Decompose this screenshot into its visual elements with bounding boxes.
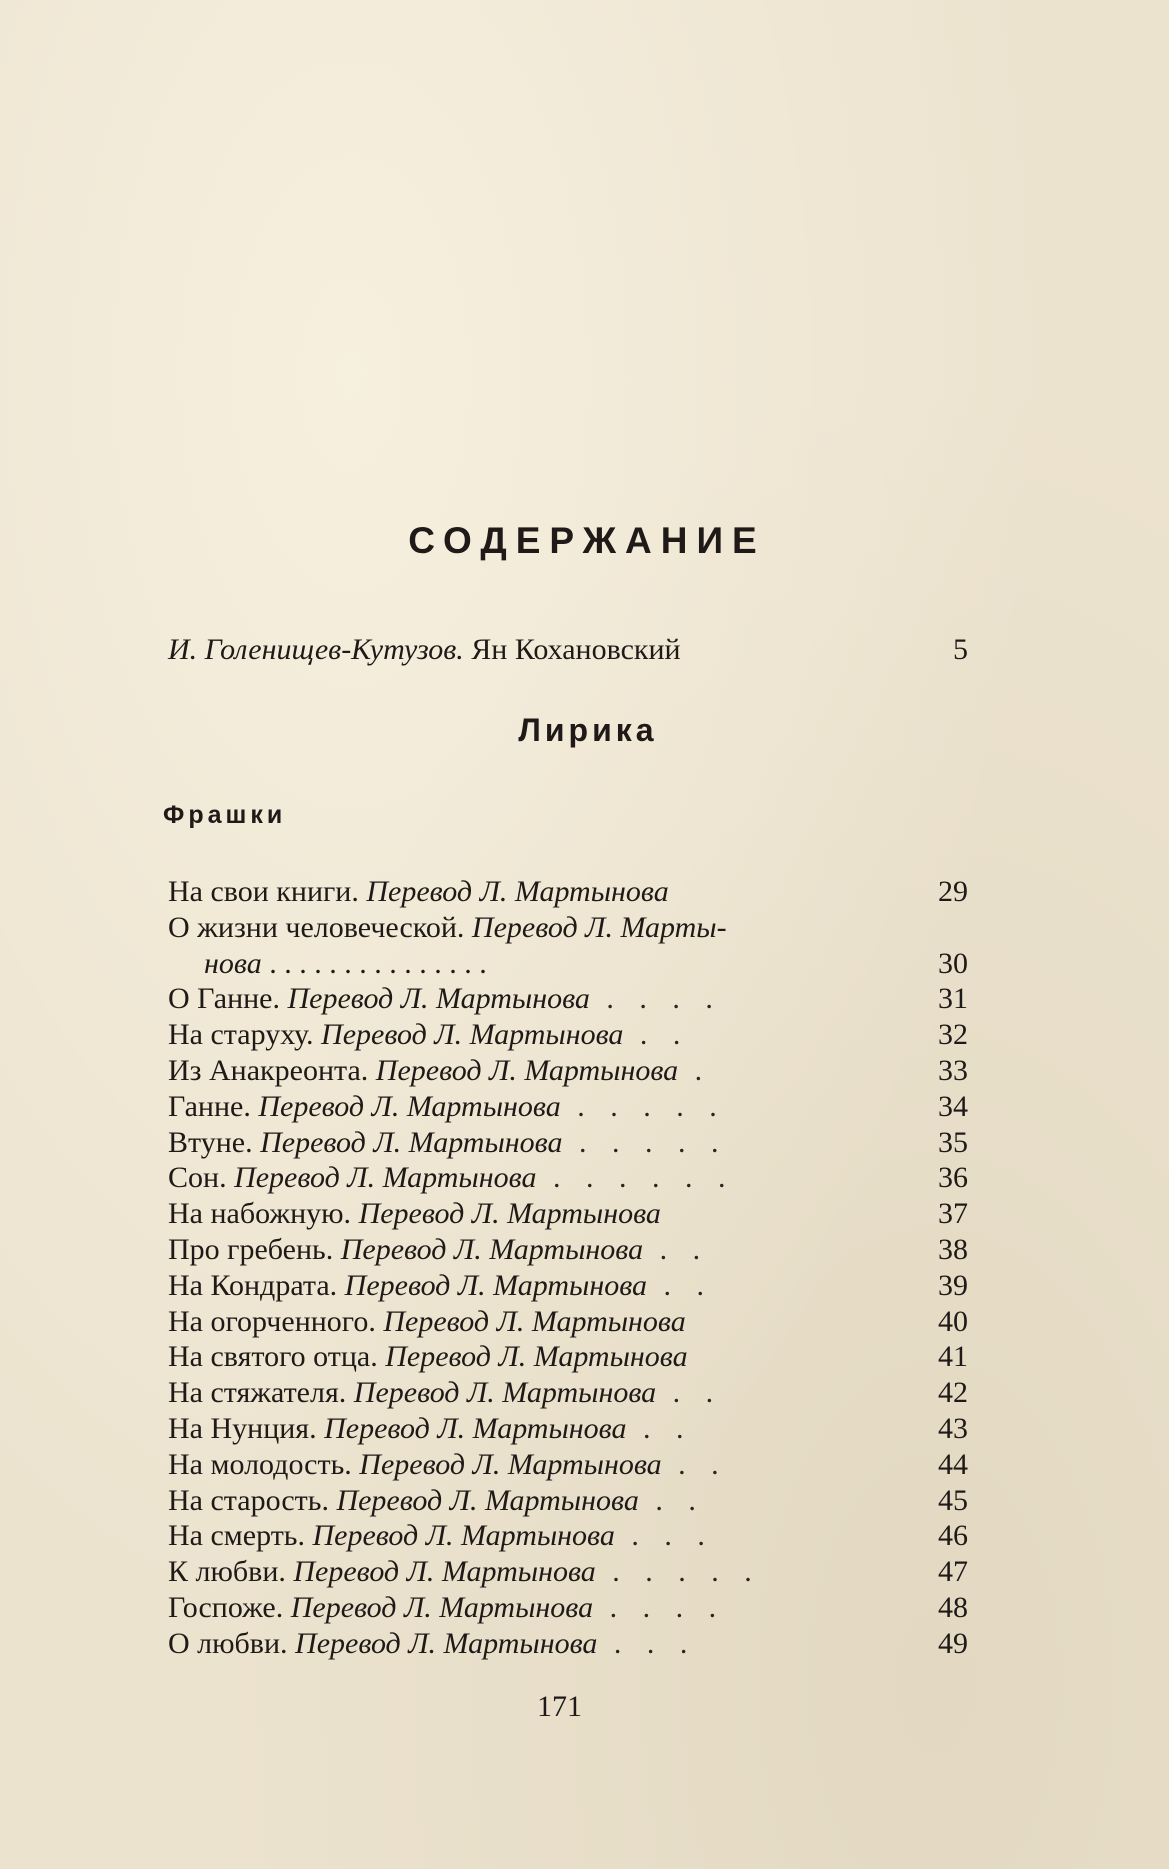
toc-entry-translator: Перевод Л. Мартынова (324, 1411, 627, 1445)
toc-entry[interactable] (168, 1626, 968, 1662)
toc-entry-translator: Перевод Л. Мартынова (258, 1089, 561, 1123)
page-footer (0, 1690, 1169, 1724)
toc-entry-text (168, 1518, 922, 1554)
toc-entry-text (168, 1447, 922, 1483)
toc-entry-translator: Перевод Л. Мартынова (260, 1125, 563, 1159)
toc-entry-translator: Перевод Л. Мартынова (336, 1483, 639, 1517)
toc-entry-translator: Перевод Л. Мартынова (290, 1590, 594, 1624)
intro-title: Ян Кохановский (471, 633, 681, 666)
toc-entry[interactable] (168, 981, 968, 1017)
toc-page-number: 44 (938, 1447, 968, 1481)
toc-page-number: 43 (938, 1411, 968, 1445)
toc-entry-title: О жизни человеческой. (168, 910, 465, 944)
toc-entry[interactable] (168, 874, 968, 910)
toc-entry-title: На Кондрата. (168, 1268, 338, 1302)
toc-entry[interactable] (168, 1089, 968, 1125)
contents-page (163, 520, 968, 1662)
toc-entry-text (168, 1554, 922, 1590)
toc-entry-title: Про гребень. (168, 1232, 334, 1266)
toc-page-number: 42 (938, 1376, 968, 1410)
toc-entry[interactable] (168, 1304, 968, 1340)
toc-leader-dots: . . . . (593, 1590, 726, 1624)
toc-leader-dots: . . (661, 1447, 728, 1481)
toc-page-number: 29 (938, 875, 968, 908)
toc-entry-translator: Перевод Л. Мартынова (385, 1340, 688, 1374)
toc-leader-dots: . . (626, 1411, 693, 1445)
toc-entry-translator: Перевод Л. Мартынова (234, 1161, 537, 1195)
toc-page-number: 36 (938, 1161, 968, 1195)
toc-entry-translator: Перевод Л. Мартынова (366, 875, 669, 908)
toc-entry-title: Госпоже. (168, 1590, 284, 1624)
toc-entry-text (168, 1411, 922, 1447)
toc-entry-translator: Перевод Л. Мартынова (375, 1053, 679, 1087)
toc-page-number: 45 (938, 1483, 968, 1517)
toc-page-number: 49 (938, 1626, 968, 1660)
toc-entry-text (168, 1232, 922, 1268)
toc-entry-translator: Перевод Л. Мартынова (340, 1232, 644, 1266)
toc-entry-text (168, 1160, 922, 1196)
toc-entry-translator: Перевод Л. Мартынова (293, 1555, 596, 1589)
toc-leader-dots: . . (623, 1018, 690, 1052)
toc-entry-title: На смерть. (168, 1519, 305, 1553)
toc-leader-dots: . . . . . . (536, 1161, 735, 1195)
toc-entry[interactable] (168, 1518, 968, 1554)
toc-entry-text (168, 1017, 922, 1053)
toc-leader-dots: . . . (597, 1626, 697, 1660)
toc-page-number: 30 (938, 946, 968, 980)
toc-entry[interactable] (168, 1447, 968, 1483)
page-number: 171 (537, 1690, 582, 1723)
toc-leader-dots: . . . . . (595, 1555, 761, 1589)
toc-page-number: 47 (938, 1555, 968, 1589)
toc-entry[interactable] (168, 1375, 968, 1411)
toc-entry[interactable] (168, 1232, 968, 1268)
toc-entry-translator: Перевод Л. Мартынова (344, 1268, 648, 1302)
toc-entry-title: К любви. (168, 1555, 286, 1589)
toc-entry-translator: Перевод Л. Мартынова (358, 1197, 661, 1231)
toc-page-number: 38 (938, 1232, 968, 1266)
toc-entry-text (168, 1375, 922, 1411)
toc-entry[interactable] (168, 1411, 968, 1447)
toc-entry-title: На старуху. (168, 1018, 314, 1052)
toc-leader-dots: . . (643, 1232, 710, 1266)
toc-entry-title: На огорченного. (168, 1304, 376, 1338)
toc-entry-text (168, 1089, 922, 1125)
toc-entry-text (168, 1339, 922, 1375)
subsection-title: Фрашки (163, 801, 287, 829)
toc-page-number: 46 (938, 1519, 968, 1553)
toc-entry-title: О Ганне. (168, 982, 281, 1016)
toc-entry-text (168, 1483, 922, 1519)
toc-entry-text (168, 1053, 922, 1089)
intro-entry[interactable] (168, 630, 968, 670)
toc-entry-translator: Перевод Л. Мартынова (359, 1447, 662, 1481)
toc-leader-dots: . . . . (589, 982, 722, 1016)
toc-list (168, 874, 968, 1662)
toc-entry-translator: Перевод Л. Мартынова (383, 1304, 686, 1338)
toc-entry-title: Втуне. (168, 1125, 253, 1159)
toc-entry-title: На Нунция. (168, 1411, 317, 1445)
toc-entry-title: Сон. (168, 1161, 227, 1195)
toc-leader-dots: . . (656, 1376, 723, 1410)
intro-page-number: 5 (953, 633, 968, 666)
toc-entry[interactable] (168, 1590, 968, 1626)
toc-entry-title: На старость. (168, 1483, 329, 1517)
toc-page-number: 37 (938, 1197, 968, 1231)
toc-page-number: 31 (938, 982, 968, 1016)
toc-entry[interactable] (168, 1554, 968, 1590)
toc-leader-dots: . . . (614, 1519, 714, 1553)
toc-entry-title: О любви. (168, 1626, 288, 1660)
toc-entry-translator: Перевод Л. Марты- (471, 910, 727, 944)
toc-page-number: 34 (938, 1089, 968, 1123)
intro-text (168, 630, 681, 670)
toc-entry-text (168, 910, 922, 946)
toc-leader-dots: . . . . . (562, 1125, 728, 1159)
toc-entry-translator: Перевод Л. Мартынова (287, 982, 590, 1016)
toc-page-number: 32 (938, 1018, 968, 1052)
toc-entry-text (168, 1304, 922, 1340)
toc-page-number: 39 (938, 1268, 968, 1302)
section-title: Лирика (518, 712, 658, 748)
intro-author: И. Голенищев-Кутузов. (168, 633, 464, 666)
toc-entry[interactable] (168, 1196, 968, 1232)
toc-entry-translator: Перевод Л. Мартынова (312, 1519, 615, 1553)
toc-entry-title: Ганне. (168, 1089, 251, 1123)
toc-entry[interactable] (168, 1339, 968, 1375)
toc-entry[interactable] (168, 946, 968, 982)
toc-entry-text (168, 1125, 922, 1161)
toc-page-number: 33 (938, 1053, 968, 1087)
toc-entry[interactable] (168, 1483, 968, 1519)
toc-entry[interactable] (168, 1160, 968, 1196)
toc-entry-translator: Перевод Л. Мартынова (321, 1018, 624, 1052)
toc-entry-title: На набожную. (168, 1197, 352, 1231)
toc-entry-title: На свои книги. (168, 875, 359, 908)
toc-leader-dots: . (678, 1053, 712, 1087)
toc-entry-translator: нова (204, 946, 262, 980)
toc-page-number: 48 (938, 1590, 968, 1624)
toc-entry-title: На святого отца. (168, 1340, 378, 1374)
toc-leader-dots: . . . . . . . . . . . . . . . (261, 946, 487, 980)
toc-entry[interactable] (168, 910, 968, 946)
toc-entry-translator: Перевод Л. Мартынова (295, 1626, 598, 1660)
toc-entry-title: На стяжателя. (168, 1376, 347, 1410)
toc-page-number: 41 (938, 1340, 968, 1374)
toc-entry-text (168, 1268, 922, 1304)
toc-entry-title: На молодость. (168, 1447, 352, 1481)
toc-leader-dots: . . (638, 1483, 705, 1517)
toc-entry-text (168, 1590, 922, 1626)
toc-entry-translator: Перевод Л. Мартынова (353, 1376, 657, 1410)
toc-entry-text (168, 1196, 922, 1232)
toc-entry-text (168, 874, 922, 910)
toc-page-number: 40 (938, 1304, 968, 1338)
toc-entry[interactable] (168, 1017, 968, 1053)
toc-entry-text (168, 1626, 922, 1662)
toc-entry-title: Из Анакреонта. (168, 1053, 369, 1087)
toc-entry-text (168, 981, 922, 1017)
toc-entry[interactable] (168, 1053, 968, 1089)
toc-entry[interactable] (168, 1268, 968, 1304)
toc-leader-dots: . . (647, 1268, 714, 1302)
toc-page-number: 35 (938, 1125, 968, 1159)
toc-entry-text (168, 946, 922, 982)
toc-leader-dots: . . . . . (560, 1089, 726, 1123)
page-title: СОДЕРЖАНИЕ (408, 520, 766, 561)
toc-entry[interactable] (168, 1125, 968, 1161)
